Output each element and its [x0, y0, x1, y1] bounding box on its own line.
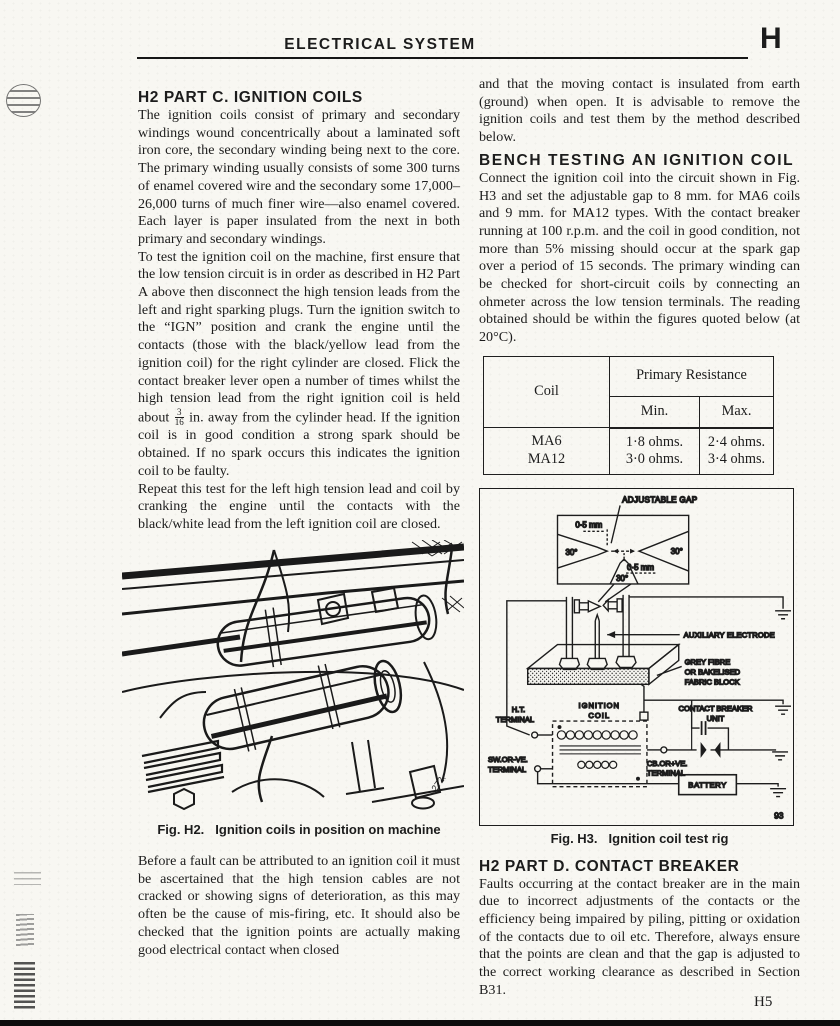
scan-bottom-edge — [0, 1020, 840, 1026]
svg-text:AUXILIARY ELECTRODE: AUXILIARY ELECTRODE — [683, 630, 775, 640]
paragraph-contact-breaker: Faults occurring at the contact breaker are in the main due to incorrect adjustments of the contacts or the efficiency being impaired by piling, pitting or oxidation of the contacts due to oil etc. Therefore, always ensure that the points are clean and that the gap is adjusted to the correct working clearance as described in Section B31. — [479, 875, 800, 998]
svg-text:GREY FIBRE: GREY FIBRE — [684, 657, 731, 667]
table-header-primary-resistance: Primary Resistance — [610, 356, 774, 396]
heading-part-d: H2 PART D. CONTACT BREAKER — [479, 857, 740, 875]
svg-text:TERMINAL: TERMINAL — [495, 714, 535, 724]
svg-text:CONTACT BREAKER: CONTACT BREAKER — [678, 703, 753, 713]
fig-h2-drawing — [122, 540, 464, 818]
svg-text:H.T.: H.T. — [511, 704, 526, 714]
page-number: H5 — [754, 994, 773, 1010]
svg-text:CB.OR+VE.: CB.OR+VE. — [646, 758, 688, 768]
svg-text:SW.OR-VE.: SW.OR-VE. — [487, 754, 528, 764]
paragraph-bench-test: Connect the ignition coil into the circuit shown in Fig. H3 and set the adjustable gap to 8 mm. for MA6 coils and 9 mm. for MA12 types. With the contact breaker running at 100 r.p.m. and the coil in good condition, not more than 5% missing should occur at the spark gap over a period of 15 seconds. The primary winding can be checked for short-circuit coils by connecting an ohmeter across the low tension terminals. The reading obtained should be within the figures quoted below (at 20°C). — [479, 169, 800, 346]
cell-coil: MA12 — [527, 451, 566, 468]
svg-text:ADJUSTABLE GAP: ADJUSTABLE GAP — [622, 495, 698, 505]
paragraph-coil-construction: The ignition coils consist of primary and secondary windings wound concentrically about a laminated soft iron core, the secondary winding being next to the core. The primary winding usually consists of some 300 turns of enamel covered wire and the secondary some 17,000–26,000 turns of much finer wire—also enamel covered. Each layer is paper insulated from the next in both primary and secondary windings. — [138, 107, 460, 247]
fig-h3-diagram — [479, 488, 794, 826]
table-row — [484, 428, 774, 475]
header-rule — [137, 57, 748, 59]
margin-barcode — [14, 962, 35, 1010]
paragraph-fault-check: Before a fault can be attributed to an ignition coil it must be ascertained that the high tension cables are not cracked or showing signs of deterioration, as this may often be the cause of mis-firing, etc. It should also be checked that the ignition points are actually making good electrical contact when closed — [138, 853, 460, 958]
svg-text:30°: 30° — [616, 573, 629, 583]
section-letter: H — [760, 22, 782, 55]
svg-text:TERMINAL: TERMINAL — [487, 764, 527, 774]
svg-text:BATTERY: BATTERY — [688, 780, 727, 790]
margin-pencil-mark — [14, 872, 41, 885]
table-header-min: Min. — [610, 396, 700, 428]
table-header-max: Max. — [700, 396, 774, 428]
drawing-mark: 272. — [429, 772, 448, 793]
svg-text:30°: 30° — [565, 547, 578, 557]
cell-min: 3·0 ohms. — [625, 451, 684, 468]
heading-part-c: H2 PART C. IGNITION COILS — [138, 89, 363, 106]
left-column — [138, 88, 460, 959]
paragraph-test-procedure: To test the ignition coil on the machine, first ensure that the low tension circuit is in order as described in H2 Part A above then disconnect the high tension leads from the left and right sparking plugs. Turn the ignition switch to the “IGN” position and crank the engine until the contacts (those with the black/yellow lead from the ignition coil) for the right cylinder are closed. Flick the contact breaker lever open a number of times whilst the high tension lead from the right ignition coil is held about $\frac{3}{16}$ in. away from the cylinder head. If the ignition coil is in good condition a strong spark should be obtained. If no spark occurs this indicates the ignition coil to be faulty. — [138, 248, 461, 479]
stamp-mark — [6, 84, 41, 117]
margin-smudge — [16, 914, 34, 946]
cell-max: 2·4 ohms. — [707, 433, 766, 450]
fraction-three-sixteenths: $\frac{3}{16}$ — [174, 406, 184, 428]
fig-h3-caption: Fig. H3. Ignition coil test rig — [550, 830, 729, 846]
svg-text:FABRIC BLOCK: FABRIC BLOCK — [684, 677, 740, 687]
paragraph-moving-contact: and that the moving contact is insulated from earth (ground) when open. It is advisable to remove the ignition coils and test them by the method described below. — [479, 76, 800, 146]
svg-text:OR BAKELISED: OR BAKELISED — [684, 667, 741, 677]
fig-h2-caption: Fig. H2. Ignition coils in position on machine — [157, 822, 441, 838]
page-title: ELECTRICAL SYSTEM — [284, 36, 476, 53]
table-header-coil: Coil — [484, 356, 610, 428]
right-column — [479, 76, 800, 999]
heading-bench-testing: BENCH TESTING AN IGNITION COIL — [479, 151, 795, 169]
primary-resistance-table — [483, 356, 774, 475]
svg-text:93: 93 — [774, 810, 784, 821]
svg-text:0·5 mm: 0·5 mm — [627, 562, 654, 572]
cell-max: 3·4 ohms. — [707, 451, 766, 468]
paragraph-repeat-test: Repeat this test for the left high tension lead and coil by cranking the engine until the contacts with the black/white lead from the left ignition coil are closed. — [138, 480, 460, 532]
svg-text:0·5 mm: 0·5 mm — [575, 520, 603, 530]
cell-coil: MA6 — [531, 433, 562, 450]
svg-text:30°: 30° — [670, 547, 683, 557]
cell-min: 1·8 ohms. — [625, 433, 684, 450]
svg-text:COIL: COIL — [588, 710, 611, 720]
svg-text:TERMINAL: TERMINAL — [646, 768, 686, 778]
svg-text:UNIT: UNIT — [706, 713, 725, 723]
svg-text:IGNITION: IGNITION — [578, 701, 620, 711]
